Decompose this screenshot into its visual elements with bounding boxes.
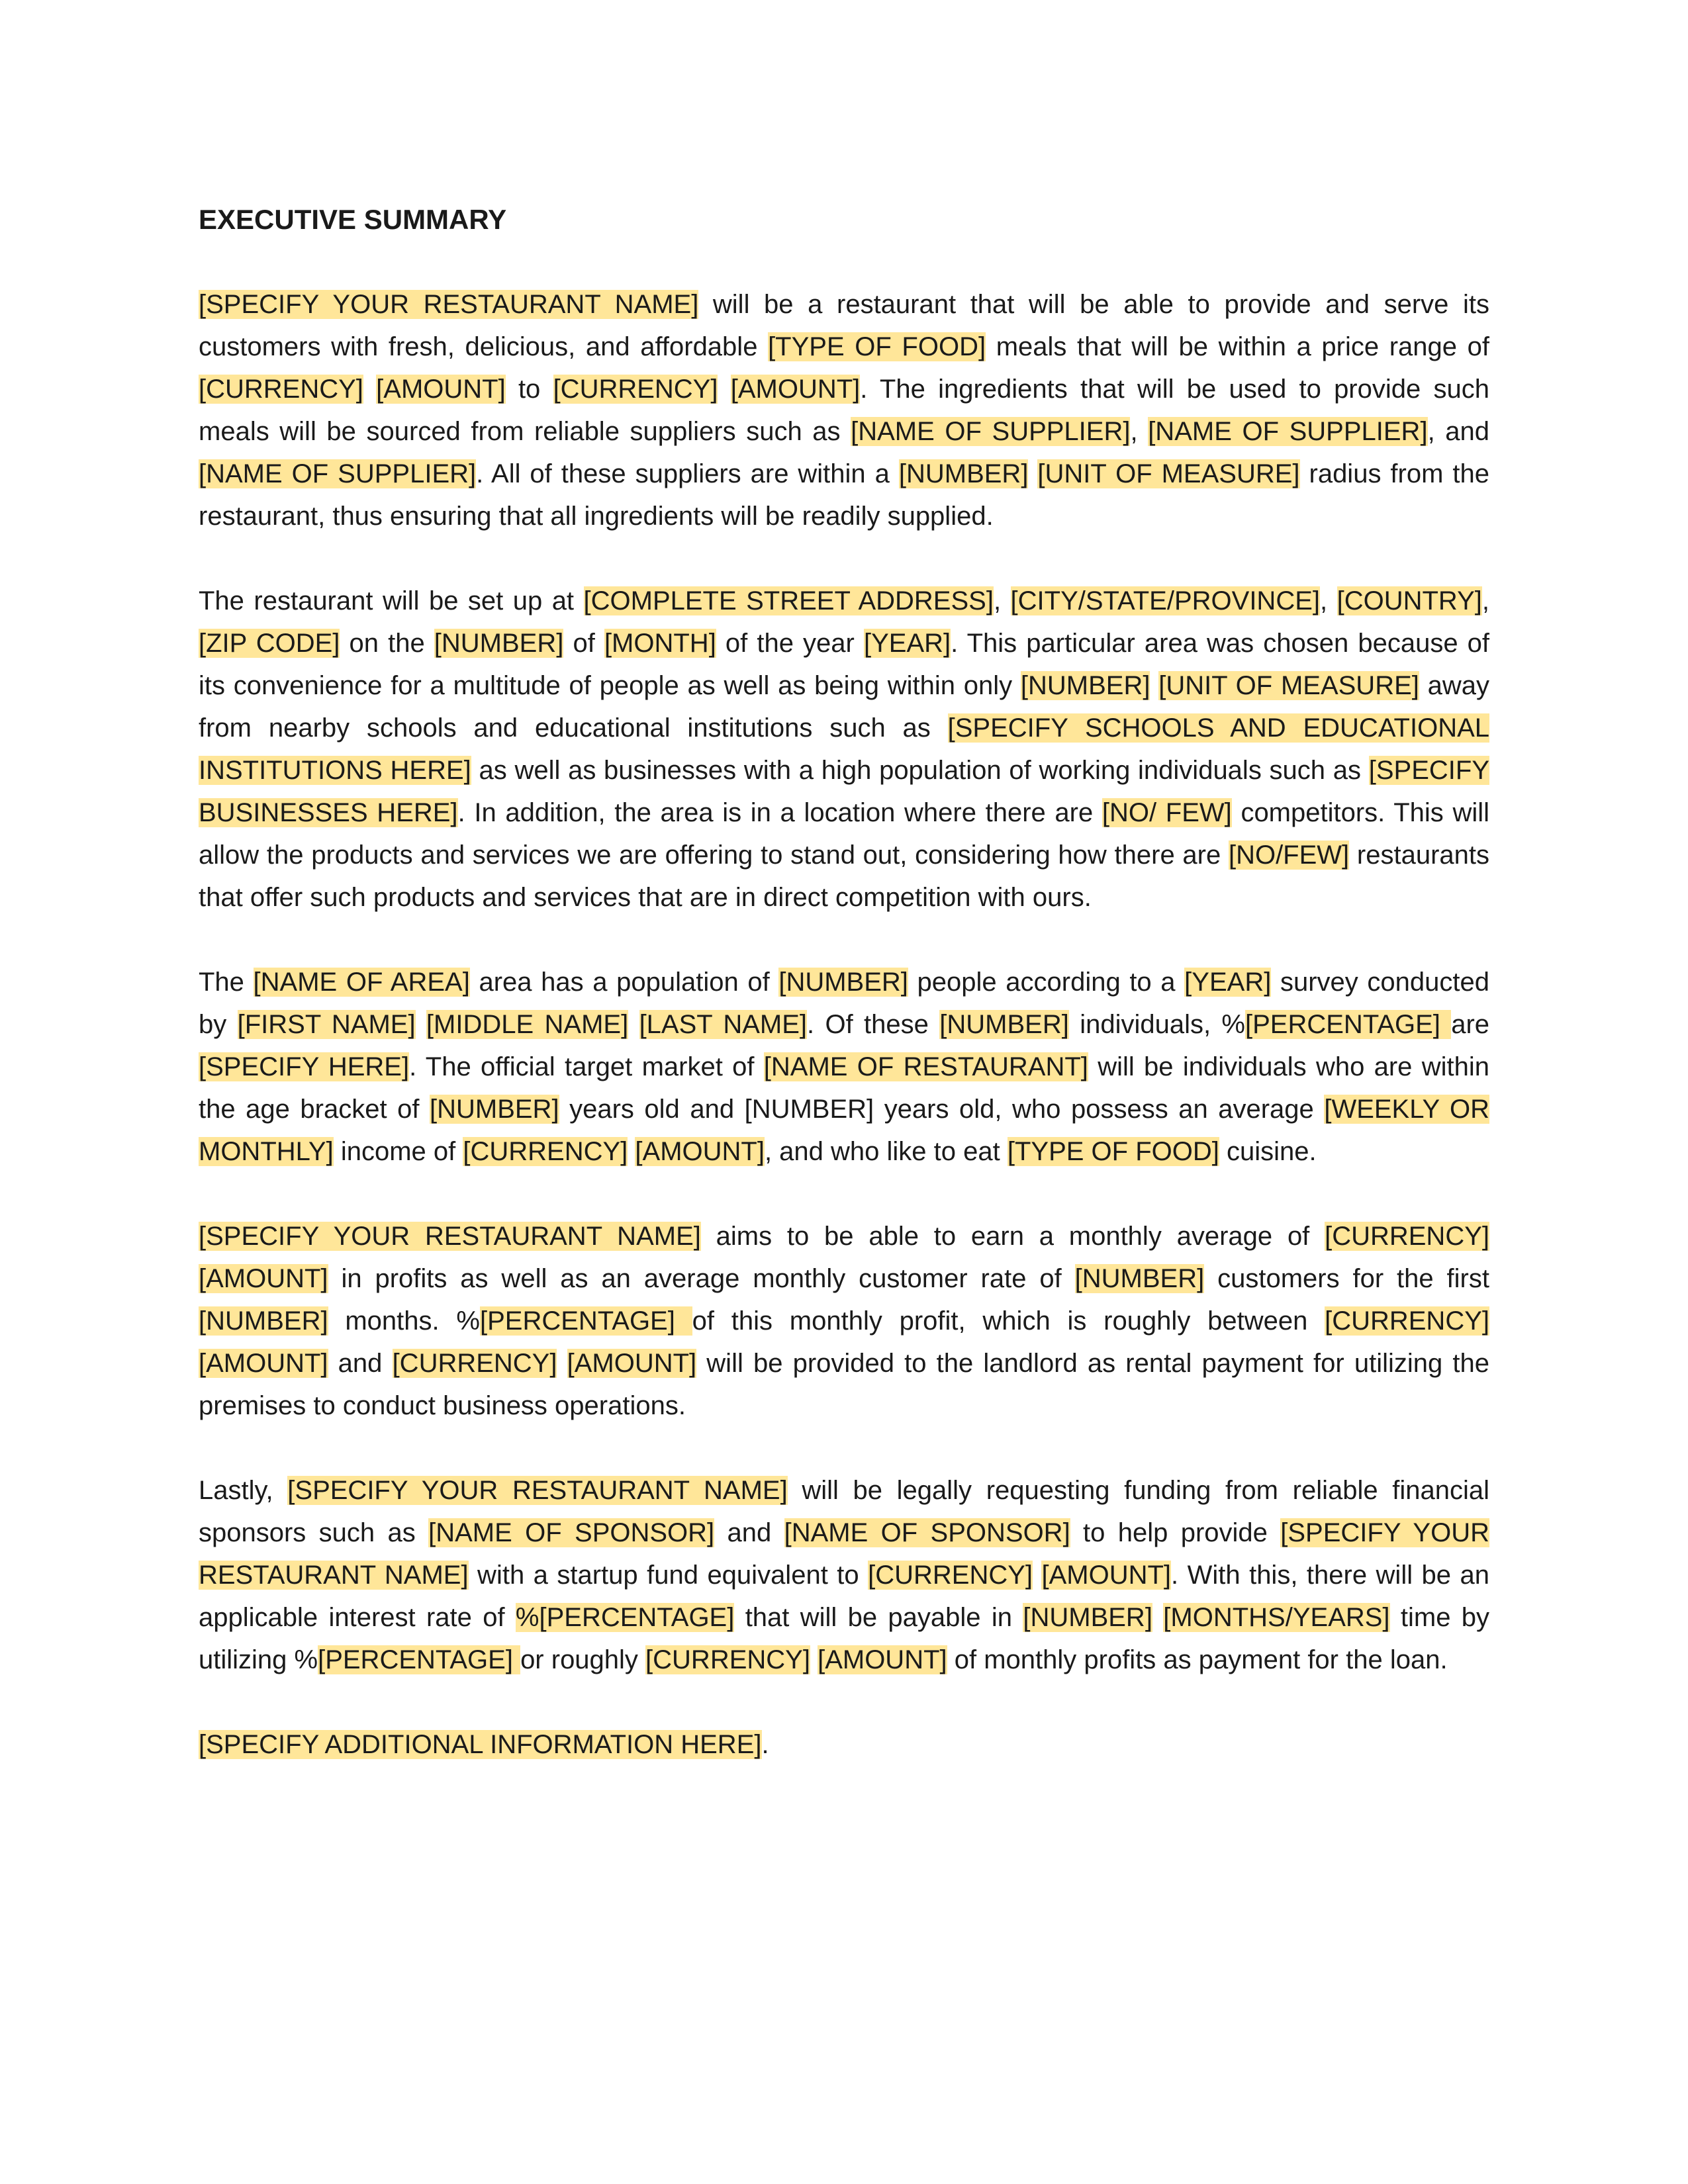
placeholder-field: [AMOUNT] (567, 1349, 697, 1378)
body-text: of this monthly profit, which is roughly between (692, 1306, 1325, 1336)
body-text: survey conducted by (199, 968, 1489, 1039)
placeholder-field: [CITY/STATE/PROVINCE] (1010, 586, 1320, 615)
placeholder-field: [FIRST NAME] (237, 1010, 416, 1039)
placeholder-field: [NAME OF AREA] (253, 968, 470, 997)
placeholder-field: [AMOUNT] (635, 1137, 765, 1166)
body-text: competitors. This will allow the products and services we are offering to stand out, considering how there are (199, 798, 1489, 870)
placeholder-field: [WEEKLY OR MONTHLY] (199, 1095, 1489, 1166)
placeholder-field: [MIDDLE NAME] (426, 1010, 629, 1039)
body-text: customers for the first (1204, 1264, 1489, 1293)
body-text: , (1320, 586, 1337, 615)
placeholder-field: [PERCENTAGE] (318, 1645, 521, 1674)
paragraph (199, 580, 1489, 919)
body-text: will be legally requesting funding from reliable financial sponsors such as (199, 1476, 1489, 1547)
body-text: area has a population of (469, 968, 779, 997)
placeholder-field: [UNIT OF MEASURE] (1158, 671, 1419, 700)
placeholder-field: [TYPE OF FOOD] (1007, 1137, 1219, 1166)
body-text (810, 1645, 818, 1674)
body-text: . Of these (807, 1010, 940, 1039)
placeholder-field: [NUMBER] (898, 459, 1029, 488)
body-text: will be individuals who are within the age bracket of (199, 1052, 1490, 1124)
placeholder-field: [SPECIFY YOUR RESTAURANT NAME] (287, 1476, 788, 1505)
body-text: individuals, % (1068, 1010, 1245, 1039)
placeholder-field: [AMOUNT] (730, 375, 861, 404)
body-text: on the (340, 629, 434, 658)
paragraph (199, 283, 1489, 537)
placeholder-field: [MONTH] (604, 629, 716, 658)
body-text: and (714, 1518, 784, 1547)
placeholder-field: [NO/ FEW] (1102, 798, 1232, 827)
placeholder-field: [AMOUNT] (1041, 1561, 1172, 1590)
body-text (718, 375, 730, 404)
page-title: EXECUTIVE SUMMARY (199, 204, 507, 235)
placeholder-field: [NUMBER] (939, 1010, 1069, 1039)
placeholder-field: [SPECIFY YOUR RESTAURANT NAME] (199, 290, 699, 319)
body-text: of (563, 629, 604, 658)
body-text: . (761, 1730, 769, 1759)
body-text: or roughly (520, 1645, 646, 1674)
body-text: , and who like to eat (764, 1137, 1008, 1166)
body-text (416, 1010, 426, 1039)
body-text: people according to a (908, 968, 1185, 997)
placeholder-field: [COMPLETE STREET ADDRESS] (583, 586, 994, 615)
placeholder-field: [TYPE OF FOOD] (768, 332, 986, 361)
placeholder-field: [CURRENCY] (645, 1645, 810, 1674)
placeholder-field: [CURRENCY] (463, 1137, 628, 1166)
body-text: , (993, 586, 1011, 615)
placeholder-field: [CURRENCY] (1325, 1222, 1489, 1251)
body-text: meals that will be within a price range of (986, 332, 1489, 361)
placeholder-field: [SPECIFY BUSINESSES HERE] (199, 756, 1489, 827)
body-text: . The official target market of (409, 1052, 764, 1081)
body-text: in profits as well as an average monthly customer rate of (328, 1264, 1075, 1293)
body-text (628, 1010, 639, 1039)
body-text: , (1130, 417, 1149, 446)
body-text: aims to be able to earn a monthly average of (700, 1222, 1325, 1251)
body-text (557, 1349, 567, 1378)
document-body (199, 283, 1489, 1766)
body-text (628, 1137, 635, 1166)
placeholder-field: [NO/FEW] (1228, 841, 1350, 870)
placeholder-field: [LAST NAME] (639, 1010, 808, 1039)
placeholder-field: [NUMBER] (434, 629, 564, 658)
body-text: of the year (716, 629, 864, 658)
placeholder-field: [NAME OF RESTAURANT] (763, 1052, 1088, 1081)
placeholder-field: [PERCENTAGE] (1245, 1010, 1452, 1039)
placeholder-field: [CURRENCY] (1325, 1306, 1489, 1336)
placeholder-field: [NAME OF SUPPLIER] (851, 417, 1131, 446)
body-text: . With this, there will be an applicable interest rate of (199, 1561, 1490, 1632)
body-text: will be a restaurant that will be able to provide and serve its customers with fresh, delicious, and affordable (199, 290, 1489, 361)
body-text: . In addition, the area is in a location where there are (457, 798, 1102, 827)
placeholder-field: [NUMBER] (1023, 1603, 1152, 1632)
placeholder-field: [MONTHS/YEARS] (1163, 1603, 1390, 1632)
body-text: months. % (328, 1306, 480, 1336)
document-page (199, 199, 1489, 1808)
placeholder-field: [NUMBER] (1020, 671, 1150, 700)
paragraph (199, 1723, 1489, 1766)
body-text (1028, 459, 1037, 488)
paragraph (199, 1469, 1489, 1681)
body-text: , (1481, 586, 1489, 615)
placeholder-field: [AMOUNT] (818, 1645, 947, 1674)
placeholder-field: [YEAR] (863, 629, 951, 658)
placeholder-field: [AMOUNT] (199, 1264, 328, 1293)
placeholder-field: [AMOUNT] (199, 1349, 328, 1378)
body-text: as well as businesses with a high population of working individuals such as (471, 756, 1369, 785)
body-text (1150, 671, 1158, 700)
body-text: away from nearby schools and educational institutions such as (199, 671, 1489, 743)
body-text: to help provide (1070, 1518, 1281, 1547)
placeholder-field: [COUNTRY] (1336, 586, 1482, 615)
placeholder-field: [UNIT OF MEASURE] (1037, 459, 1300, 488)
body-text: to (505, 375, 553, 404)
body-text: with a startup fund equivalent to (468, 1561, 868, 1590)
body-text (363, 375, 376, 404)
placeholder-field: [CURRENCY] (392, 1349, 557, 1378)
body-text: cuisine. (1219, 1137, 1317, 1166)
placeholder-field: [NUMBER] (199, 1306, 328, 1336)
body-text: . The ingredients that will be used to provide such meals will be sourced from reliable suppliers such as (199, 375, 1489, 446)
body-text: of monthly profits as payment for the loan. (947, 1645, 1448, 1674)
body-text (1152, 1603, 1163, 1632)
placeholder-field: [NUMBER] (1074, 1264, 1205, 1293)
body-text: will be provided to the landlord as rental payment for utilizing the premises to conduct business operations. (199, 1349, 1489, 1420)
body-text: restaurants that offer such products and services that are in direct competition with ours. (199, 841, 1489, 912)
placeholder-field: [SPECIFY SCHOOLS AND EDUCATIONAL INSTITUTIONS HERE] (199, 713, 1490, 785)
placeholder-field: [ZIP CODE] (199, 629, 340, 658)
body-text: time by utilizing % (199, 1603, 1490, 1674)
body-text: Lastly, (199, 1476, 288, 1505)
placeholder-field: [NAME OF SPONSOR] (784, 1518, 1070, 1547)
body-text: radius from the restaurant, thus ensuring that all ingredients will be readily supplied. (199, 459, 1489, 531)
body-text: years old and [NUMBER] years old, who possess an average (559, 1095, 1325, 1124)
placeholder-field: [NAME OF SUPPLIER] (199, 459, 477, 488)
placeholder-field: [PERCENTAGE] (479, 1306, 692, 1336)
body-text: income of (333, 1137, 463, 1166)
placeholder-field: [NUMBER] (778, 968, 908, 997)
body-text: are (1451, 1010, 1490, 1039)
placeholder-field: [SPECIFY YOUR RESTAURANT NAME] (199, 1518, 1489, 1590)
body-text: . All of these suppliers are within a (476, 459, 899, 488)
body-text: . This particular area was chosen because of its convenience for a multitude of people as well as being within only (199, 629, 1490, 700)
body-text: and (328, 1349, 393, 1378)
placeholder-field: [SPECIFY ADDITIONAL INFORMATION HERE] (199, 1730, 762, 1759)
paragraph (199, 961, 1489, 1173)
placeholder-field: [CURRENCY] (553, 375, 718, 404)
placeholder-field: [CURRENCY] (868, 1561, 1033, 1590)
placeholder-field: [SPECIFY YOUR RESTAURANT NAME] (199, 1222, 701, 1251)
body-text: , and (1427, 417, 1490, 446)
placeholder-field: %[PERCENTAGE] (515, 1603, 735, 1632)
placeholder-field: [NUMBER] (429, 1095, 559, 1124)
body-text: The restaurant will be set up at (199, 586, 584, 615)
placeholder-field: [AMOUNT] (376, 375, 506, 404)
body-text (1033, 1561, 1041, 1590)
placeholder-field: [YEAR] (1184, 968, 1272, 997)
body-text: The (199, 968, 254, 997)
paragraph (199, 1215, 1489, 1427)
placeholder-field: [NAME OF SUPPLIER] (1148, 417, 1428, 446)
placeholder-field: [SPECIFY HERE] (199, 1052, 410, 1081)
body-text: that will be payable in (734, 1603, 1023, 1632)
placeholder-field: [CURRENCY] (199, 375, 363, 404)
placeholder-field: [NAME OF SPONSOR] (428, 1518, 715, 1547)
